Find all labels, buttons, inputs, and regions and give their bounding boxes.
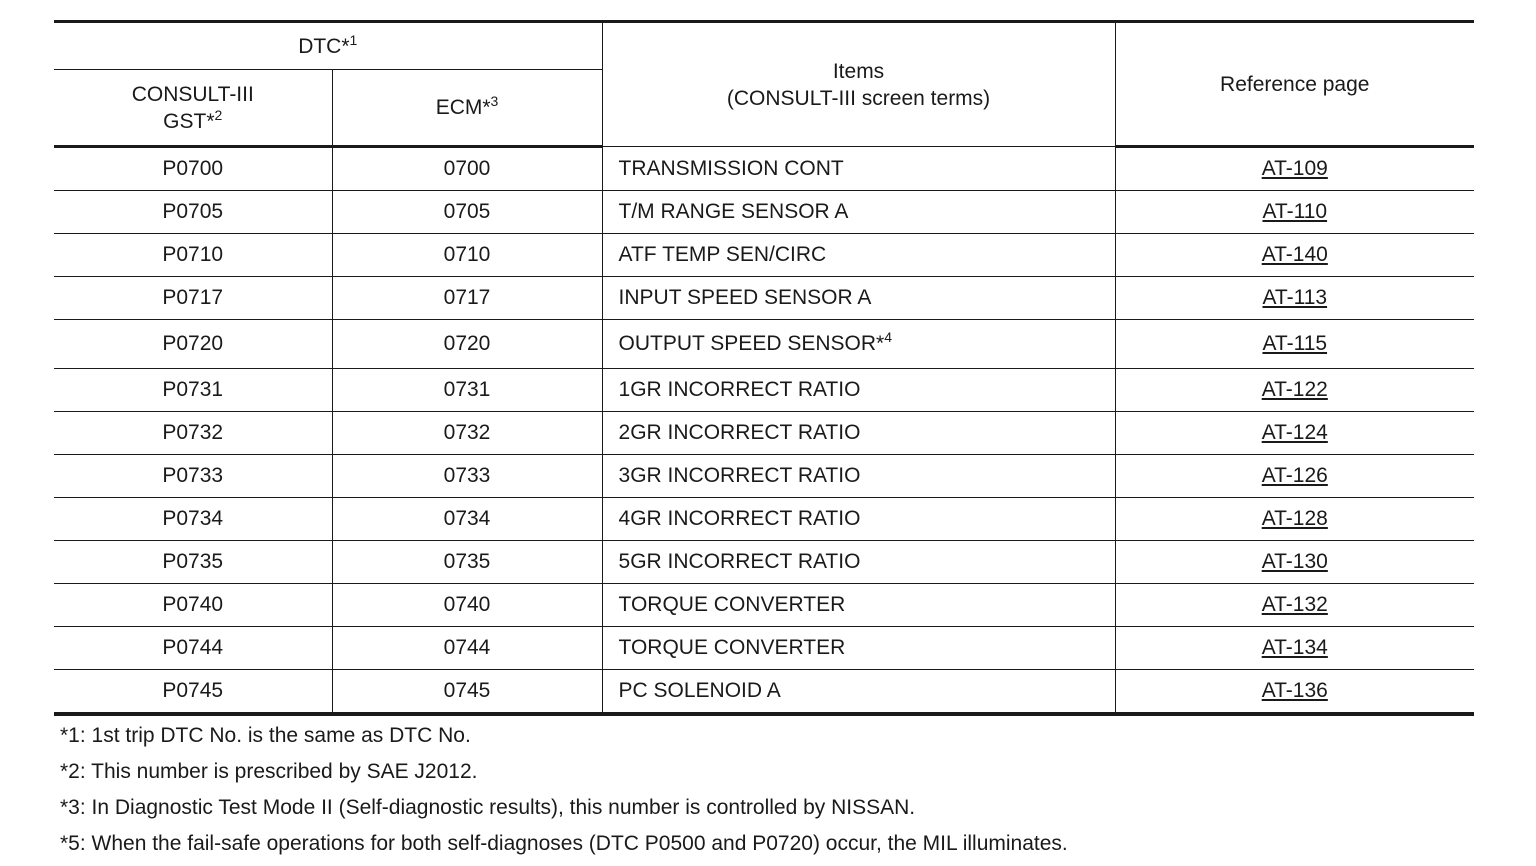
dtc-header-sup: 1 [349, 31, 358, 48]
footnote-1: *1: 1st trip DTC No. is the same as DTC No. [60, 724, 471, 747]
items-header-line2: (CONSULT-III screen terms) [726, 86, 991, 110]
ecm-code-cell: 0705 [332, 191, 602, 234]
item-cell: 1GR INCORRECT RATIO [602, 369, 1115, 412]
reference-cell [1115, 627, 1474, 670]
consult-code-cell: P0740 [54, 584, 332, 627]
item-cell: TORQUE CONVERTER [602, 627, 1115, 670]
consult-code-cell: P0744 [54, 627, 332, 670]
item-cell: T/M RANGE SENSOR A [602, 191, 1115, 234]
reference-link[interactable]: AT-132 [1261, 593, 1328, 616]
item-cell: 4GR INCORRECT RATIO [602, 498, 1115, 541]
item-cell: 5GR INCORRECT RATIO [602, 541, 1115, 584]
table-row [54, 670, 1474, 715]
ecm-code-cell: 0745 [332, 670, 602, 715]
item-cell [602, 320, 1115, 369]
footnotes [60, 718, 1480, 862]
item-sup: 4 [884, 329, 892, 345]
consult-header [54, 70, 332, 147]
table-row [54, 498, 1474, 541]
ecm-code-cell: 0710 [332, 234, 602, 277]
reference-cell [1115, 147, 1474, 191]
ecm-code-cell: 0720 [332, 320, 602, 369]
table-row [54, 234, 1474, 277]
table-row [54, 191, 1474, 234]
consult-code-cell: P0720 [54, 320, 332, 369]
reference-cell [1115, 277, 1474, 320]
table-row [54, 369, 1474, 412]
item-text: OUTPUT SPEED SENSOR* [618, 332, 885, 355]
table-body [54, 147, 1474, 715]
table-row [54, 147, 1474, 191]
consult-code-cell: P0705 [54, 191, 332, 234]
consult-code-cell: P0733 [54, 455, 332, 498]
reference-link[interactable]: AT-109 [1261, 157, 1328, 180]
item-cell: ATF TEMP SEN/CIRC [602, 234, 1115, 277]
ecm-code-cell: 0717 [332, 277, 602, 320]
footnote-2: *2: This number is prescribed by SAE J2012. [60, 760, 478, 783]
dtc-header-label: DTC* [298, 34, 350, 58]
reference-header: Reference page [1115, 22, 1474, 147]
reference-cell [1115, 412, 1474, 455]
table-header [54, 22, 1474, 147]
dtc-table [54, 20, 1474, 716]
consult-code-cell: P0734 [54, 498, 332, 541]
consult-header-line2: GST*$^2$ [163, 106, 223, 133]
table-row [54, 455, 1474, 498]
ecm-code-cell: 0744 [332, 627, 602, 670]
consult-code-cell: P0731 [54, 369, 332, 412]
consult-code-cell: P0735 [54, 541, 332, 584]
reference-cell [1115, 320, 1474, 369]
reference-link[interactable]: AT-110 [1262, 200, 1328, 223]
ecm-header: ECM*$^3$ [332, 70, 602, 147]
reference-link[interactable]: AT-126 [1261, 464, 1328, 487]
reference-link[interactable]: AT-124 [1261, 421, 1328, 444]
items-header-line1: Items [832, 59, 885, 83]
reference-cell [1115, 584, 1474, 627]
reference-cell [1115, 234, 1474, 277]
table-row [54, 584, 1474, 627]
reference-cell [1115, 670, 1474, 715]
reference-cell [1115, 369, 1474, 412]
item-cell: 3GR INCORRECT RATIO [602, 455, 1115, 498]
consult-code-cell: P0710 [54, 234, 332, 277]
reference-cell [1115, 191, 1474, 234]
footnote-5: *5: When the fail-safe operations for both self-diagnoses (DTC P0500 and P0720) occur, the MIL illuminates. [60, 832, 1068, 855]
reference-cell [1115, 455, 1474, 498]
item-cell: TORQUE CONVERTER [602, 584, 1115, 627]
ecm-code-cell: 0731 [332, 369, 602, 412]
ecm-code-cell: 0732 [332, 412, 602, 455]
item-cell: INPUT SPEED SENSOR A [602, 277, 1115, 320]
ecm-code-cell: 0734 [332, 498, 602, 541]
reference-link[interactable]: AT-134 [1261, 636, 1328, 659]
reference-link[interactable]: AT-140 [1261, 243, 1328, 266]
consult-header-line1: CONSULT-III [131, 82, 254, 106]
ecm-code-cell: 0733 [332, 455, 602, 498]
reference-cell [1115, 541, 1474, 584]
table-row [54, 627, 1474, 670]
reference-cell [1115, 498, 1474, 541]
consult-code-cell: P0732 [54, 412, 332, 455]
item-cell: 2GR INCORRECT RATIO [602, 412, 1115, 455]
table-row [54, 541, 1474, 584]
reference-link[interactable]: AT-115 [1262, 332, 1328, 355]
ecm-code-cell: 0740 [332, 584, 602, 627]
dtc-header [54, 22, 602, 70]
reference-link[interactable]: AT-128 [1261, 507, 1328, 530]
reference-link[interactable]: AT-113 [1262, 286, 1328, 309]
item-cell: TRANSMISSION CONT [602, 147, 1115, 191]
items-header [602, 22, 1115, 147]
ecm-code-cell: 0700 [332, 147, 602, 191]
table-row [54, 320, 1474, 369]
footnote-3: *3: In Diagnostic Test Mode II (Self-diagnostic results), this number is controlled by NISSAN. [60, 796, 916, 819]
reference-link[interactable]: AT-130 [1261, 550, 1328, 573]
table-row [54, 277, 1474, 320]
consult-code-cell: P0745 [54, 670, 332, 715]
table-row [54, 412, 1474, 455]
item-cell: PC SOLENOID A [602, 670, 1115, 715]
reference-link[interactable]: AT-122 [1261, 378, 1328, 401]
reference-link[interactable]: AT-136 [1261, 679, 1328, 702]
consult-code-cell: P0700 [54, 147, 332, 191]
ecm-code-cell: 0735 [332, 541, 602, 584]
consult-code-cell: P0717 [54, 277, 332, 320]
